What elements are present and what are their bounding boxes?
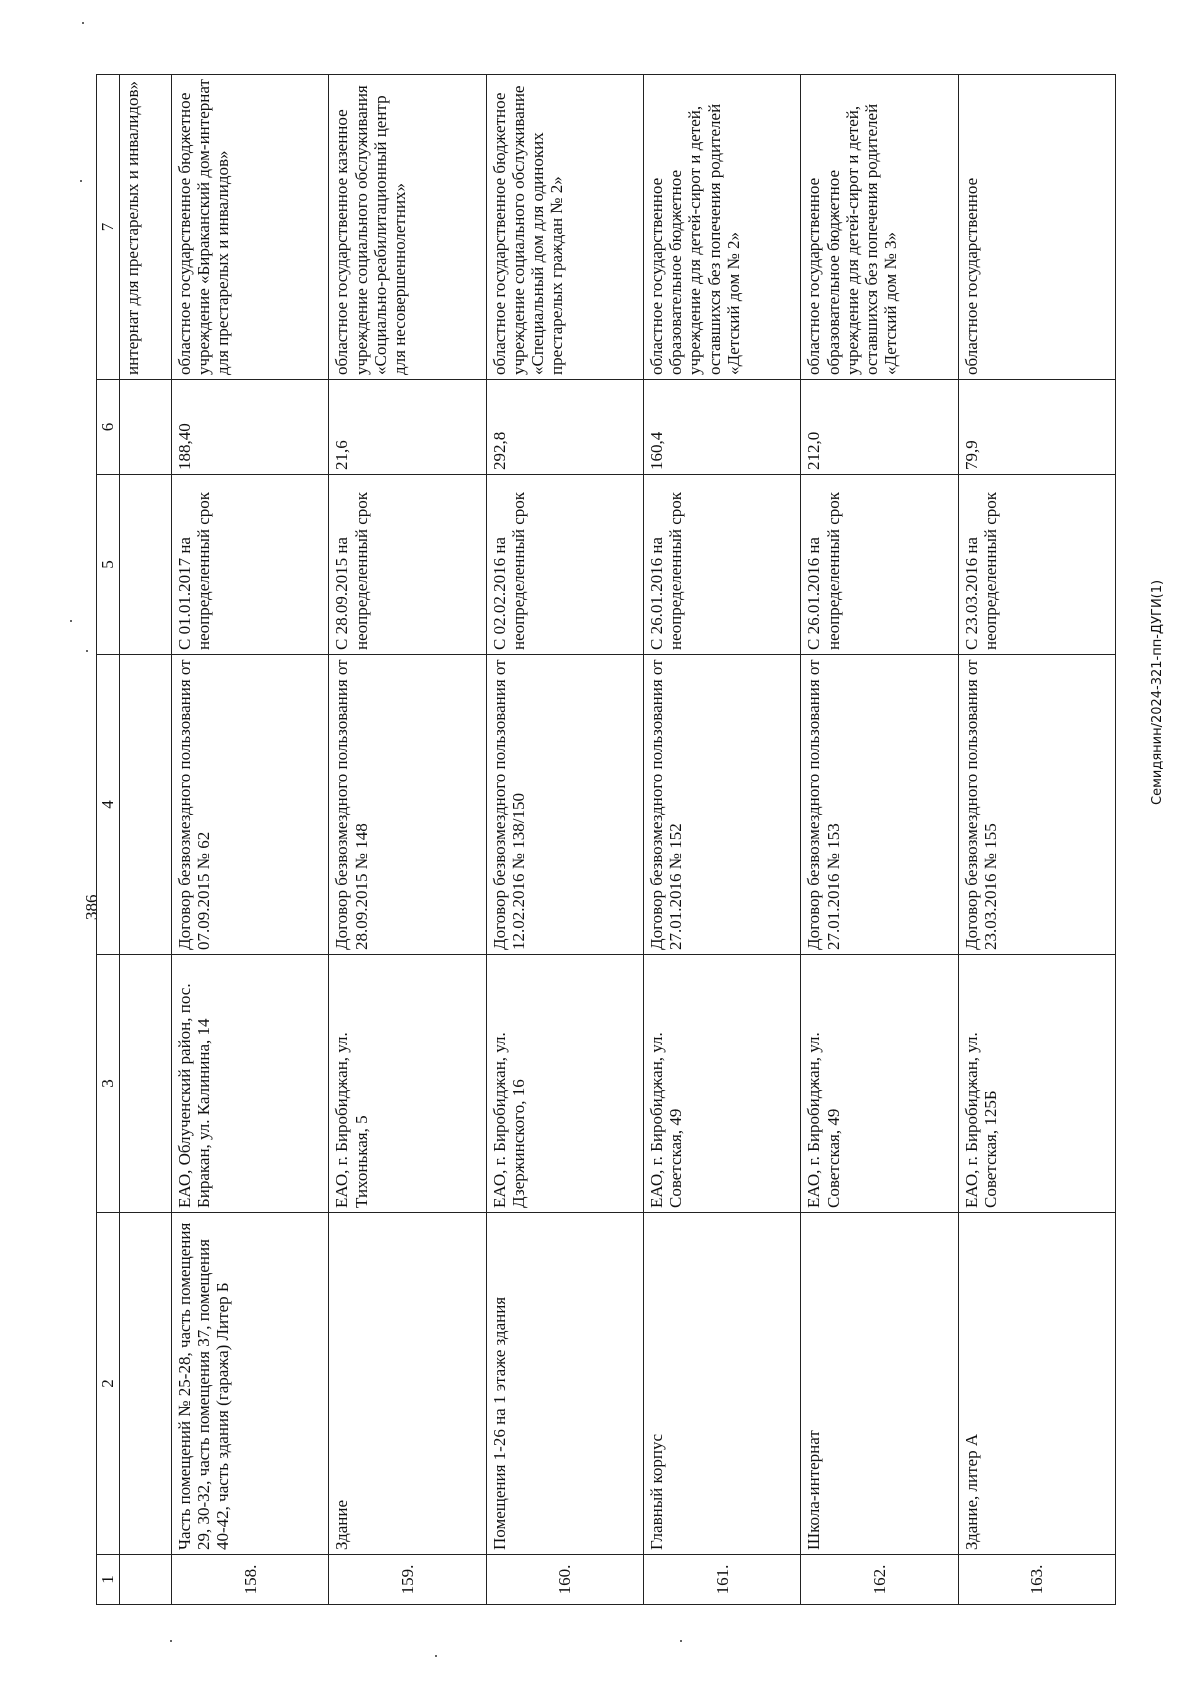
cell-address: ЕАО, г. Биробиджан, ул. Дзержинского, 16 <box>486 955 643 1213</box>
cell-area: 21,6 <box>329 380 486 475</box>
cell-area: 212,0 <box>801 380 958 475</box>
cell-row-number <box>120 1555 172 1605</box>
cell-contract: Договор безвозмездного пользования от 23.03.2016 № 155 <box>958 655 1115 955</box>
cell-contract: Договор безвозмездного пользования от 12.02.2016 № 138/150 <box>486 655 643 955</box>
registry-table <box>96 74 1116 1605</box>
cell-contract: Договор безвозмездного пользования от 07.09.2015 № 62 <box>172 655 329 955</box>
cell-object-name: Часть помещений № 25-28, часть помещения 29, 30-32, часть помещения 37, помещения 40-42, часть здания (гаража) Литер Б <box>172 1213 329 1555</box>
cell-organization: областное государственное образовательное бюджетное учреждение для детей-сирот и детей, оставшихся без попечения родителей «Детский дом № 2» <box>644 75 801 380</box>
cell-address: ЕАО, г. Биробиджан, ул. Тихонькая, 5 <box>329 955 486 1213</box>
cell-area: 188,40 <box>172 380 329 475</box>
cell-term <box>120 475 172 655</box>
cell-term: С 28.09.2015 на неопределенный срок <box>329 475 486 655</box>
cell-contract <box>120 655 172 955</box>
table-row <box>172 75 329 1605</box>
cell-address: ЕАО, г. Биробиджан, ул. Советская, 49 <box>644 955 801 1213</box>
scan-speck <box>170 1640 172 1642</box>
cell-organization: областное государственное бюджетное учреждение «Бираканский дом-интернат для престарелых и инвалидов» <box>172 75 329 380</box>
cell-area <box>120 380 172 475</box>
cell-area: 79,9 <box>958 380 1115 475</box>
column-number-row <box>97 75 120 1605</box>
cell-organization: интернат для престарелых и инвалидов» <box>120 75 172 380</box>
cell-organization: областное государственное образовательное бюджетное учреждение для детей-сирот и детей, оставшихся без попечения родителей «Детский дом № 3» <box>801 75 958 380</box>
cell-organization: областное государственное казенное учреждение социального обслуживания «Социально-реабилитационный центр для несовершеннолетних» <box>329 75 486 380</box>
table-row <box>486 75 643 1605</box>
column-number: 3 <box>97 955 120 1213</box>
table-row <box>329 75 486 1605</box>
scan-speck <box>80 180 82 182</box>
column-number: 2 <box>97 1213 120 1555</box>
scan-speck <box>86 650 88 652</box>
column-number: 6 <box>97 380 120 475</box>
cell-organization: областное государственное <box>958 75 1115 380</box>
column-number: 4 <box>97 655 120 955</box>
cell-address: ЕАО, Облученский район, пос. Биракан, ул. Калинина, 14 <box>172 955 329 1213</box>
cell-row-number: 161. <box>644 1555 801 1605</box>
cell-object-name: Здание, литер А <box>958 1213 1115 1555</box>
table-row <box>801 75 958 1605</box>
scan-speck <box>70 620 72 622</box>
registry-table-container <box>96 75 1116 1605</box>
table-row <box>644 75 801 1605</box>
cell-object-name: Главный корпус <box>644 1213 801 1555</box>
cell-contract: Договор безвозмездного пользования от 28.09.2015 № 148 <box>329 655 486 955</box>
cell-row-number: 159. <box>329 1555 486 1605</box>
cell-object-name: Школа-интернат <box>801 1213 958 1555</box>
cell-term: С 01.01.2017 на неопределенный срок <box>172 475 329 655</box>
column-number: 7 <box>97 75 120 380</box>
cell-row-number: 160. <box>486 1555 643 1605</box>
cell-row-number: 158. <box>172 1555 329 1605</box>
cell-address: ЕАО, г. Биробиджан, ул. Советская, 49 <box>801 955 958 1213</box>
cell-term: С 26.01.2016 на неопределенный срок <box>801 475 958 655</box>
cell-area: 160,4 <box>644 380 801 475</box>
cell-row-number: 163. <box>958 1555 1115 1605</box>
scan-speck <box>680 1640 682 1642</box>
column-number: 5 <box>97 475 120 655</box>
scan-speck <box>435 1655 437 1657</box>
cell-object-name: Помещения 1-26 на 1 этаже здания <box>486 1213 643 1555</box>
cell-contract: Договор безвозмездного пользования от 27.01.2016 № 153 <box>801 655 958 955</box>
cell-object-name: Здание <box>329 1213 486 1555</box>
cell-term: С 23.03.2016 на неопределенный срок <box>958 475 1115 655</box>
cell-term: С 02.02.2016 на неопределенный срок <box>486 475 643 655</box>
cell-term: С 26.01.2016 на неопределенный срок <box>644 475 801 655</box>
column-number: 1 <box>97 1555 120 1605</box>
cell-area: 292,8 <box>486 380 643 475</box>
continuation-row <box>120 75 172 1605</box>
cell-object-name <box>120 1213 172 1555</box>
scan-speck <box>82 22 84 24</box>
cell-contract: Договор безвозмездного пользования от 27.01.2016 № 152 <box>644 655 801 955</box>
cell-organization: областное государственное бюджетное учреждение социального обслуживание «Специальный дом для одиноких престарелых граждан № 2» <box>486 75 643 380</box>
cell-address: ЕАО, г. Биробиджан, ул. Советская, 125Б <box>958 955 1115 1213</box>
table-row <box>958 75 1115 1605</box>
cell-address <box>120 955 172 1213</box>
cell-row-number: 162. <box>801 1555 958 1605</box>
page-number: 386 <box>82 894 101 920</box>
footer-document-code: Семидянин/2024-321-пп-ДУГИ(1) <box>1150 579 1165 805</box>
